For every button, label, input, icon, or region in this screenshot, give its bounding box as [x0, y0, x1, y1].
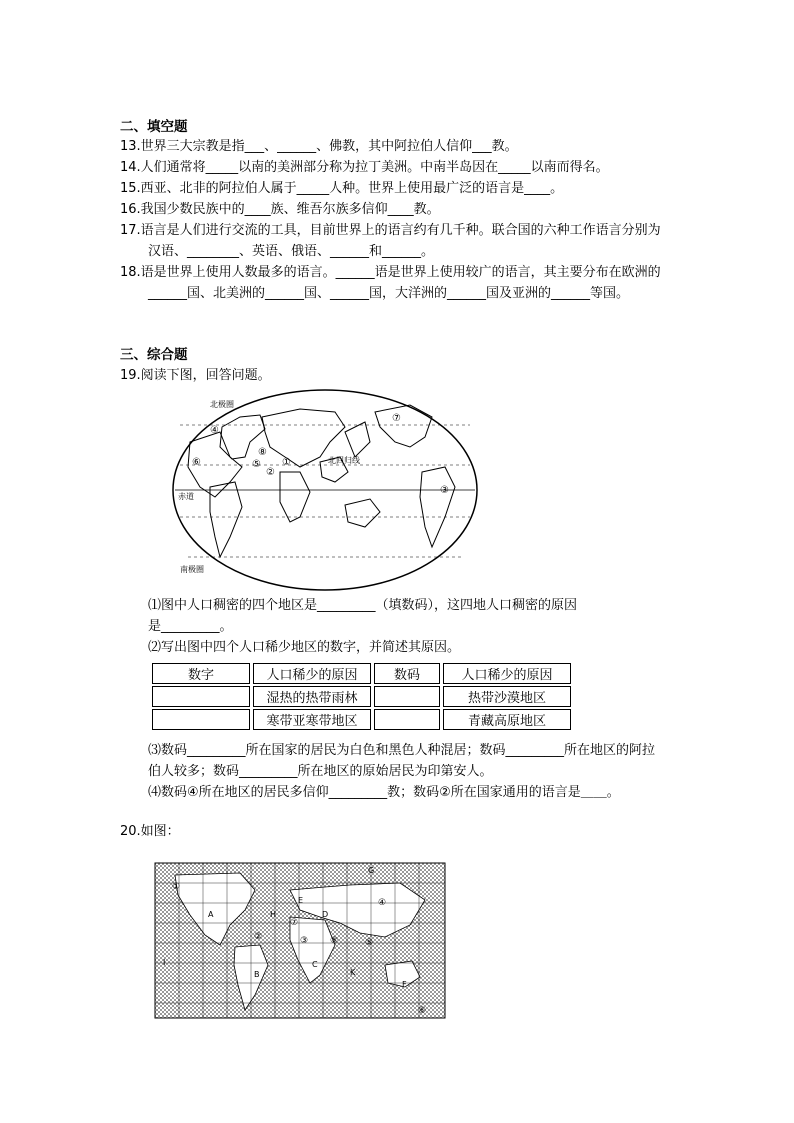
q19-part1-line2: 是_________。 — [148, 619, 233, 634]
q19-part3-line2: 伯人较多；数码_________所在地区的原始居民为印第安人。 — [148, 764, 493, 779]
question-13: 13.世界三大宗教是指___、______、佛教，其中阿拉伯人信仰___教。 — [120, 139, 518, 154]
q19-part3-line1: ⑶数码_________所在国家的居民为白色和黑色人种混居；数码_________所在地区的阿拉 — [148, 743, 656, 758]
table-header-cell: 数字 — [152, 663, 250, 684]
map-number-6: ⑥ — [418, 1006, 427, 1016]
marker-8: ⑧ — [258, 447, 267, 458]
marker-7: ⑦ — [392, 413, 401, 424]
table-cell-blank[interactable] — [152, 686, 250, 707]
table-cell-blank[interactable] — [152, 709, 250, 730]
map-letter-h: H — [270, 910, 277, 919]
world-grid-map — [150, 855, 450, 1025]
map-letter-a: A — [208, 910, 214, 919]
table-cell: 寒带亚寒带地区 — [253, 709, 371, 730]
map-letter-g: G — [368, 866, 375, 875]
label-north-pole-circle: 北极圈 — [210, 400, 234, 409]
table-cell: 热带沙漠地区 — [443, 686, 571, 707]
map-number-2: ② — [254, 932, 263, 942]
question-16: 16.我国少数民族中的____族、维吾尔族多信仰____教。 — [120, 202, 440, 217]
question-15: 15.西亚、北非的阿拉伯人属于_____人种。世界上使用最广泛的语言是____。 — [120, 181, 564, 196]
table-row — [152, 709, 571, 730]
q19-part1-line1: ⑴图中人口稠密的四个地区是_________（填数码），这四地人口稠密的原因 — [148, 598, 578, 613]
question-17-line1: 17.语言是人们进行交流的工具，目前世界上的语言约有几千种。联合国的六种工作语言分别为 — [120, 223, 661, 238]
table-cell: 青藏高原地区 — [443, 709, 571, 730]
marker-6: ⑥ — [192, 457, 201, 468]
table-row — [152, 686, 571, 707]
map-number-1: ① — [172, 882, 181, 892]
map-number-4: ④ — [378, 898, 387, 908]
map-letter-c: C — [312, 960, 318, 969]
section-heading-fill-blank: 二、填空题 — [120, 119, 188, 135]
label-equator: 赤道 — [178, 492, 194, 501]
q19-part2: ⑵写出图中四个人口稀少地区的数字，并简述其原因。 — [148, 640, 461, 655]
marker-5: ⑤ — [252, 459, 261, 470]
question-18-line1: 18.语是世界上使用人数最多的语言。______语是世界上使用较广的语言，其主要分布在欧洲的 — [120, 265, 661, 280]
marker-1: ① — [282, 457, 291, 468]
label-south-pole-circle: 南极圈 — [180, 565, 204, 574]
question-17-line2: 汉语、________、英语、俄语、______和______。 — [148, 244, 435, 259]
map-number-5: ⑤ — [365, 938, 374, 948]
map-letter-f: F — [402, 980, 407, 989]
sparse-population-table — [149, 661, 574, 732]
marker-4: ④ — [210, 425, 219, 436]
table-header-row — [152, 663, 571, 684]
section-heading-comprehensive: 三、综合题 — [120, 347, 188, 363]
table-cell: 湿热的热带雨林 — [253, 686, 371, 707]
map-number-7: ⑦ — [290, 918, 299, 928]
question-18-line2: ______国、北美洲的______国、______国，大洋洲的______国及亚洲的______等国。 — [148, 286, 630, 301]
table-cell-blank[interactable] — [374, 686, 440, 707]
map-letter-b: B — [254, 970, 260, 979]
question-19: 19.阅读下图，回答问题。 — [120, 368, 271, 383]
table-header-cell: 数码 — [374, 663, 440, 684]
map-letter-d: D — [322, 910, 329, 919]
marker-3: ③ — [440, 485, 449, 496]
table-header-cell: 人口稀少的原因 — [443, 663, 571, 684]
marker-2: ② — [266, 467, 275, 478]
map-number-3: ③ — [300, 936, 309, 946]
table-header-cell: 人口稀少的原因 — [253, 663, 371, 684]
map-letter-k: K — [350, 968, 356, 977]
table-cell-blank[interactable] — [374, 709, 440, 730]
question-14: 14.人们通常将_____以南的美洲部分称为拉丁美洲。中南半岛因在_____以南而得名。 — [120, 160, 609, 175]
world-population-map — [170, 387, 480, 593]
map-letter-e: E — [298, 896, 304, 905]
label-tropic-cancer: 北回归线 — [328, 456, 360, 465]
map-number-8: ⑧ — [330, 936, 339, 946]
q19-part4: ⑷数码④所在地区的居民多信仰_________教；数码②所在国家通用的语言是＿＿。 — [148, 785, 620, 800]
map-letter-i: I — [163, 958, 166, 967]
question-20: 20.如图： — [120, 824, 180, 839]
